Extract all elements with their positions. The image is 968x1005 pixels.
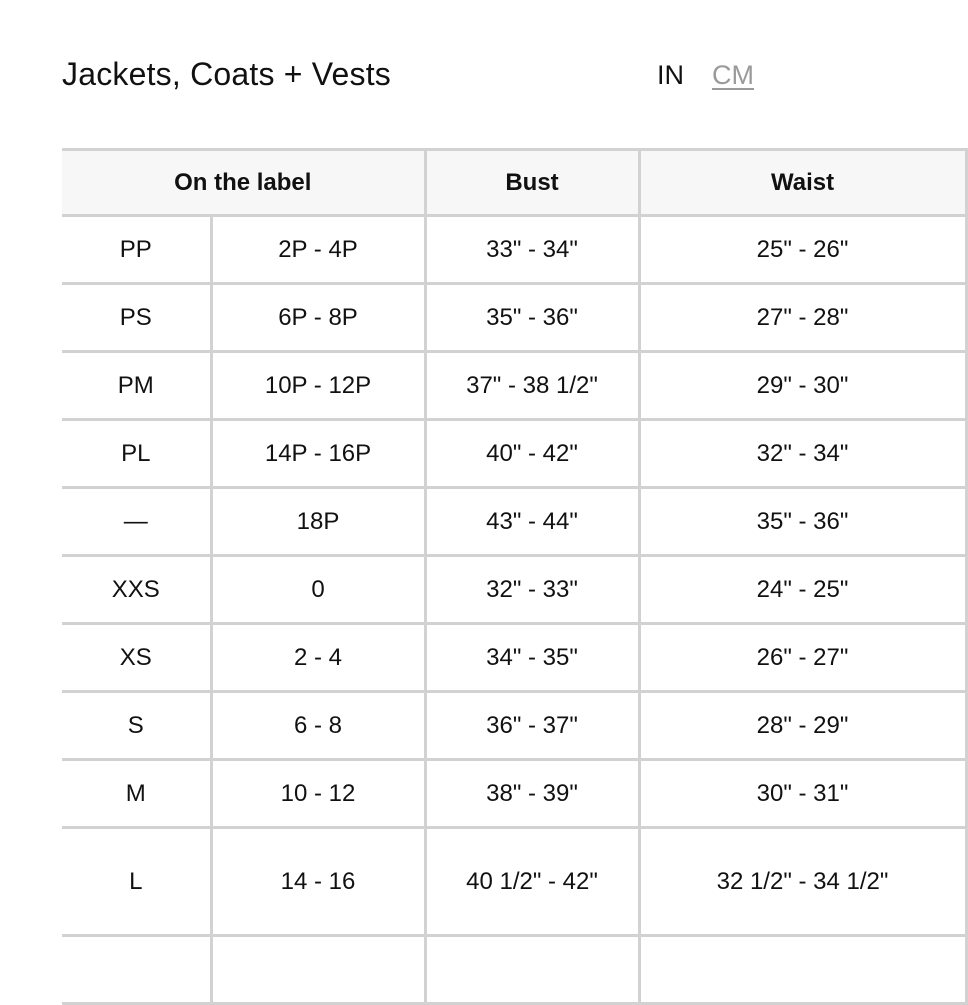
cell-size: M	[62, 760, 211, 828]
cell-waist: 26" - 27"	[639, 624, 966, 692]
cell-bust: 40 1/2" - 42"	[425, 828, 639, 936]
cell-number: 6P - 8P	[211, 284, 425, 352]
table-row	[62, 352, 966, 420]
table-header-row	[62, 150, 966, 216]
table-row	[62, 692, 966, 760]
cell-waist: 25" - 26"	[639, 216, 966, 284]
table-row	[62, 216, 966, 284]
size-chart-header	[62, 52, 754, 102]
cell-bust	[425, 936, 639, 1004]
cell-waist: 32 1/2" - 34 1/2"	[639, 828, 966, 936]
cell-waist: 24" - 25"	[639, 556, 966, 624]
cell-bust: 37" - 38 1/2"	[425, 352, 639, 420]
cell-bust: 43" - 44"	[425, 488, 639, 556]
table-row	[62, 556, 966, 624]
cell-bust: 33" - 34"	[425, 216, 639, 284]
table-row	[62, 760, 966, 828]
cell-number: 10 - 12	[211, 760, 425, 828]
table-row	[62, 284, 966, 352]
cell-size: —	[62, 488, 211, 556]
unit-toggle	[657, 60, 754, 91]
size-table-scroll-area[interactable]	[62, 148, 889, 960]
cell-number: 14 - 16	[211, 828, 425, 936]
cell-number: 6 - 8	[211, 692, 425, 760]
cell-size: PP	[62, 216, 211, 284]
cell-bust: 34" - 35"	[425, 624, 639, 692]
unit-cm-option[interactable]: CM	[712, 60, 754, 90]
cell-waist: 29" - 30"	[639, 352, 966, 420]
table-row	[62, 488, 966, 556]
table-row	[62, 420, 966, 488]
cell-size: PS	[62, 284, 211, 352]
size-table	[62, 148, 968, 1005]
cell-size: PL	[62, 420, 211, 488]
table-row	[62, 936, 966, 1004]
cell-waist: 32" - 34"	[639, 420, 966, 488]
cell-number: 10P - 12P	[211, 352, 425, 420]
cell-bust: 32" - 33"	[425, 556, 639, 624]
unit-in-option[interactable]: IN	[657, 60, 684, 90]
cell-waist: 35" - 36"	[639, 488, 966, 556]
cell-number: 18P	[211, 488, 425, 556]
cell-size: XS	[62, 624, 211, 692]
column-header-label: On the label	[62, 150, 425, 216]
cell-number: 2 - 4	[211, 624, 425, 692]
cell-size	[62, 936, 211, 1004]
cell-waist: 28" - 29"	[639, 692, 966, 760]
page-title: Jackets, Coats + Vests	[62, 56, 391, 92]
cell-bust: 38" - 39"	[425, 760, 639, 828]
cell-size: S	[62, 692, 211, 760]
cell-waist: 30" - 31"	[639, 760, 966, 828]
cell-waist: 27" - 28"	[639, 284, 966, 352]
cell-number: 2P - 4P	[211, 216, 425, 284]
table-row	[62, 624, 966, 692]
cell-bust: 35" - 36"	[425, 284, 639, 352]
cell-number: 14P - 16P	[211, 420, 425, 488]
cell-bust: 36" - 37"	[425, 692, 639, 760]
cell-waist	[639, 936, 966, 1004]
cell-number: 0	[211, 556, 425, 624]
column-header-bust: Bust	[425, 150, 639, 216]
cell-bust: 40" - 42"	[425, 420, 639, 488]
column-header-waist: Waist	[639, 150, 966, 216]
cell-number	[211, 936, 425, 1004]
cell-size: PM	[62, 352, 211, 420]
cell-size: L	[62, 828, 211, 936]
cell-size: XXS	[62, 556, 211, 624]
table-row	[62, 828, 966, 936]
